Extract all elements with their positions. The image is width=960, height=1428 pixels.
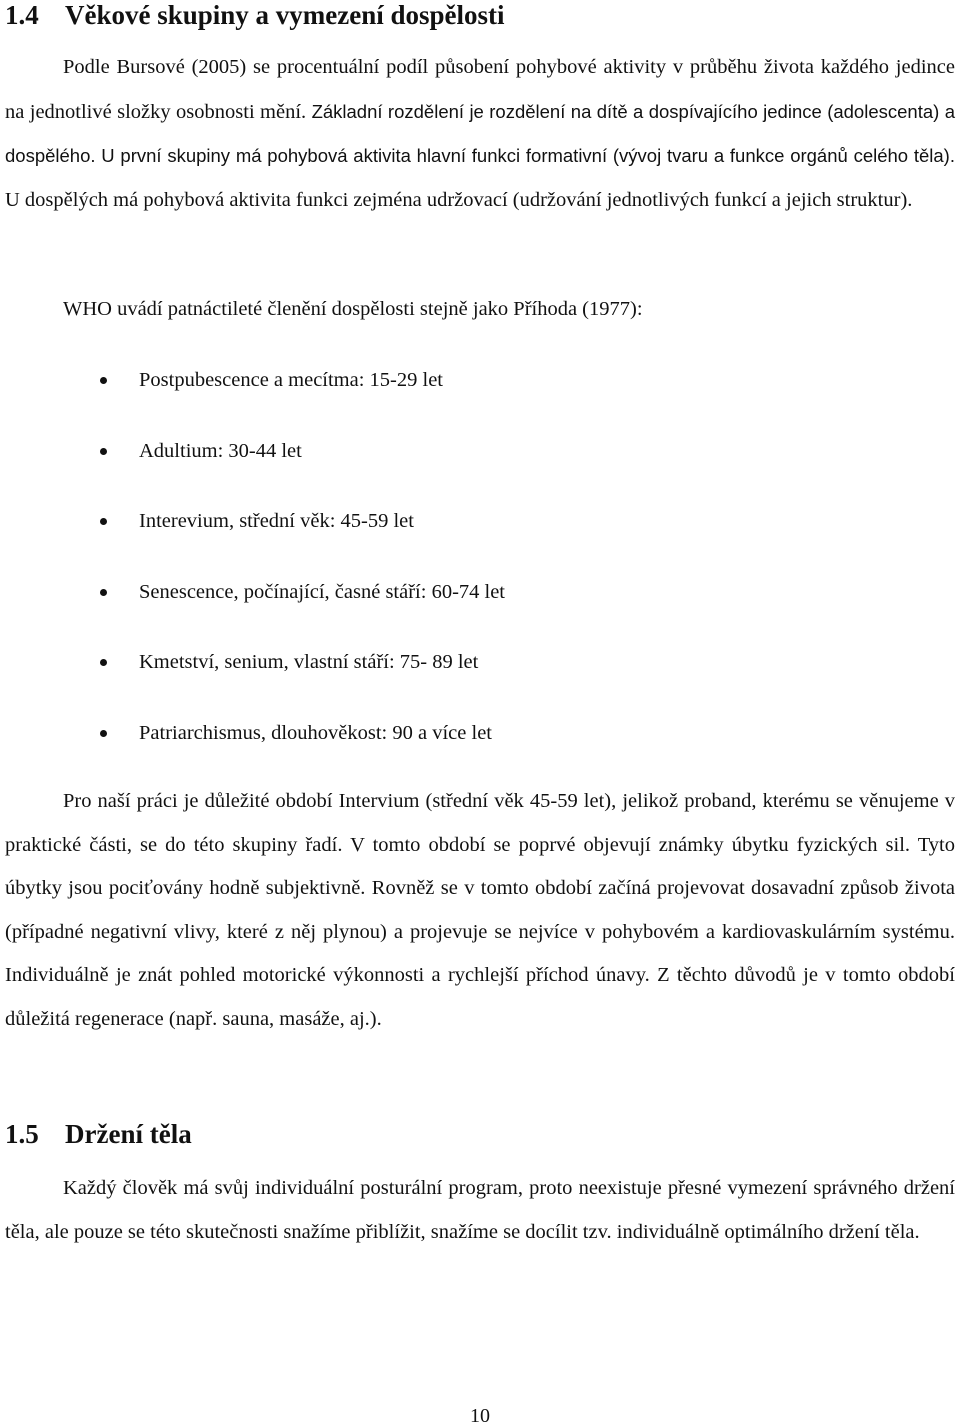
list-item-text: Senescence, počínající, časné stáří: 60-74 let (139, 580, 506, 603)
paragraph-posture (5, 1167, 955, 1254)
list-item-text: Patriarchismus, dlouhověkost: 90 a více let (139, 721, 492, 744)
paragraph-age-development (5, 46, 955, 222)
list-item-text: Adultium: 30-44 let (139, 439, 302, 462)
list-item (0, 499, 505, 570)
paragraph-intervium (5, 780, 955, 1042)
page-number: 10 (470, 1405, 490, 1427)
list-item (0, 640, 505, 711)
paragraph-text-sans: Základní rozdělení je rozdělení na dítě a dospívajícího jedince (adolescenta) a dospělého. U první skupiny má pohybová aktivita hlavní funkci formativní (vývoj tvaru a funkce orgánů celého těla). (5, 100, 955, 167)
bullet-icon (100, 730, 107, 737)
section-heading-1-5 (5, 1119, 192, 1149)
list-item (0, 711, 505, 782)
list-item (0, 429, 505, 500)
section-title: Držení těla (65, 1119, 192, 1149)
bullet-icon (100, 448, 107, 455)
list-item-text: Interevium, střední věk: 45-59 let (139, 510, 414, 533)
paragraph-text-serif-end: U dospělých má pohybová aktivita funkci zejména udržovací (udržování jednotlivých funkcí a jejich struktur). (5, 188, 913, 211)
list-item-text: Postpubescence a mecítma: 15-29 let (139, 369, 443, 391)
age-groups-list (0, 358, 505, 782)
bullet-icon (100, 589, 107, 596)
paragraph-text: Každý člověk má svůj individuální posturální program, proto neexistuje přesné vymezení správného držení těla, ale pouze se této skutečnosti snažíme přiblížit, snažíme se docílit tzv. individuálně optimálního držení těla. (5, 1177, 955, 1243)
paragraph-text-serif: Podle Bursové (2005) se procentuální podíl působení pohybové aktivity v průběhu života každého jedince na jednotlivé složky osobnosti mění. (5, 56, 955, 123)
section-number: 1.4 (5, 0, 39, 30)
paragraph-who-intro (5, 288, 955, 332)
bullet-icon (100, 518, 107, 525)
list-item-text: Kmetství, senium, vlastní stáří: 75- 89 let (139, 651, 479, 674)
bullet-icon (100, 377, 107, 384)
section-title: Věkové skupiny a vymezení dospělosti (65, 0, 505, 30)
section-number: 1.5 (5, 1119, 39, 1149)
bullet-icon (100, 659, 107, 666)
list-item (0, 570, 505, 641)
paragraph-text: Pro naší práci je důležité období Intervium (střední věk 45-59 let), jelikož proband, kterému se věnujeme v praktické části, se do této skupiny řadí. V tomto období se poprvé objevují známky úbytku fyzických sil. Tyto úbytky jsou pociťovány hodně subjektivně. Rovněž se v tomto období začíná projevovat dosavadní způsob života (případné negativní vlivy, které z něj plynou) a projevuje se nejvíce v pohybovém a kardiovaskulárním systému. Individuálně je znát pohled motorické výkonnosti a rychlejší příchod únavy. Z těchto důvodů je v tomto období důležitá regenerace (např. sauna, masáže, aj.). (5, 790, 955, 1030)
paragraph-text: WHO uvádí patnáctileté členění dospělosti stejně jako Příhoda (1977): (63, 298, 643, 320)
section-heading-1-4 (5, 0, 505, 30)
list-item (0, 358, 505, 429)
